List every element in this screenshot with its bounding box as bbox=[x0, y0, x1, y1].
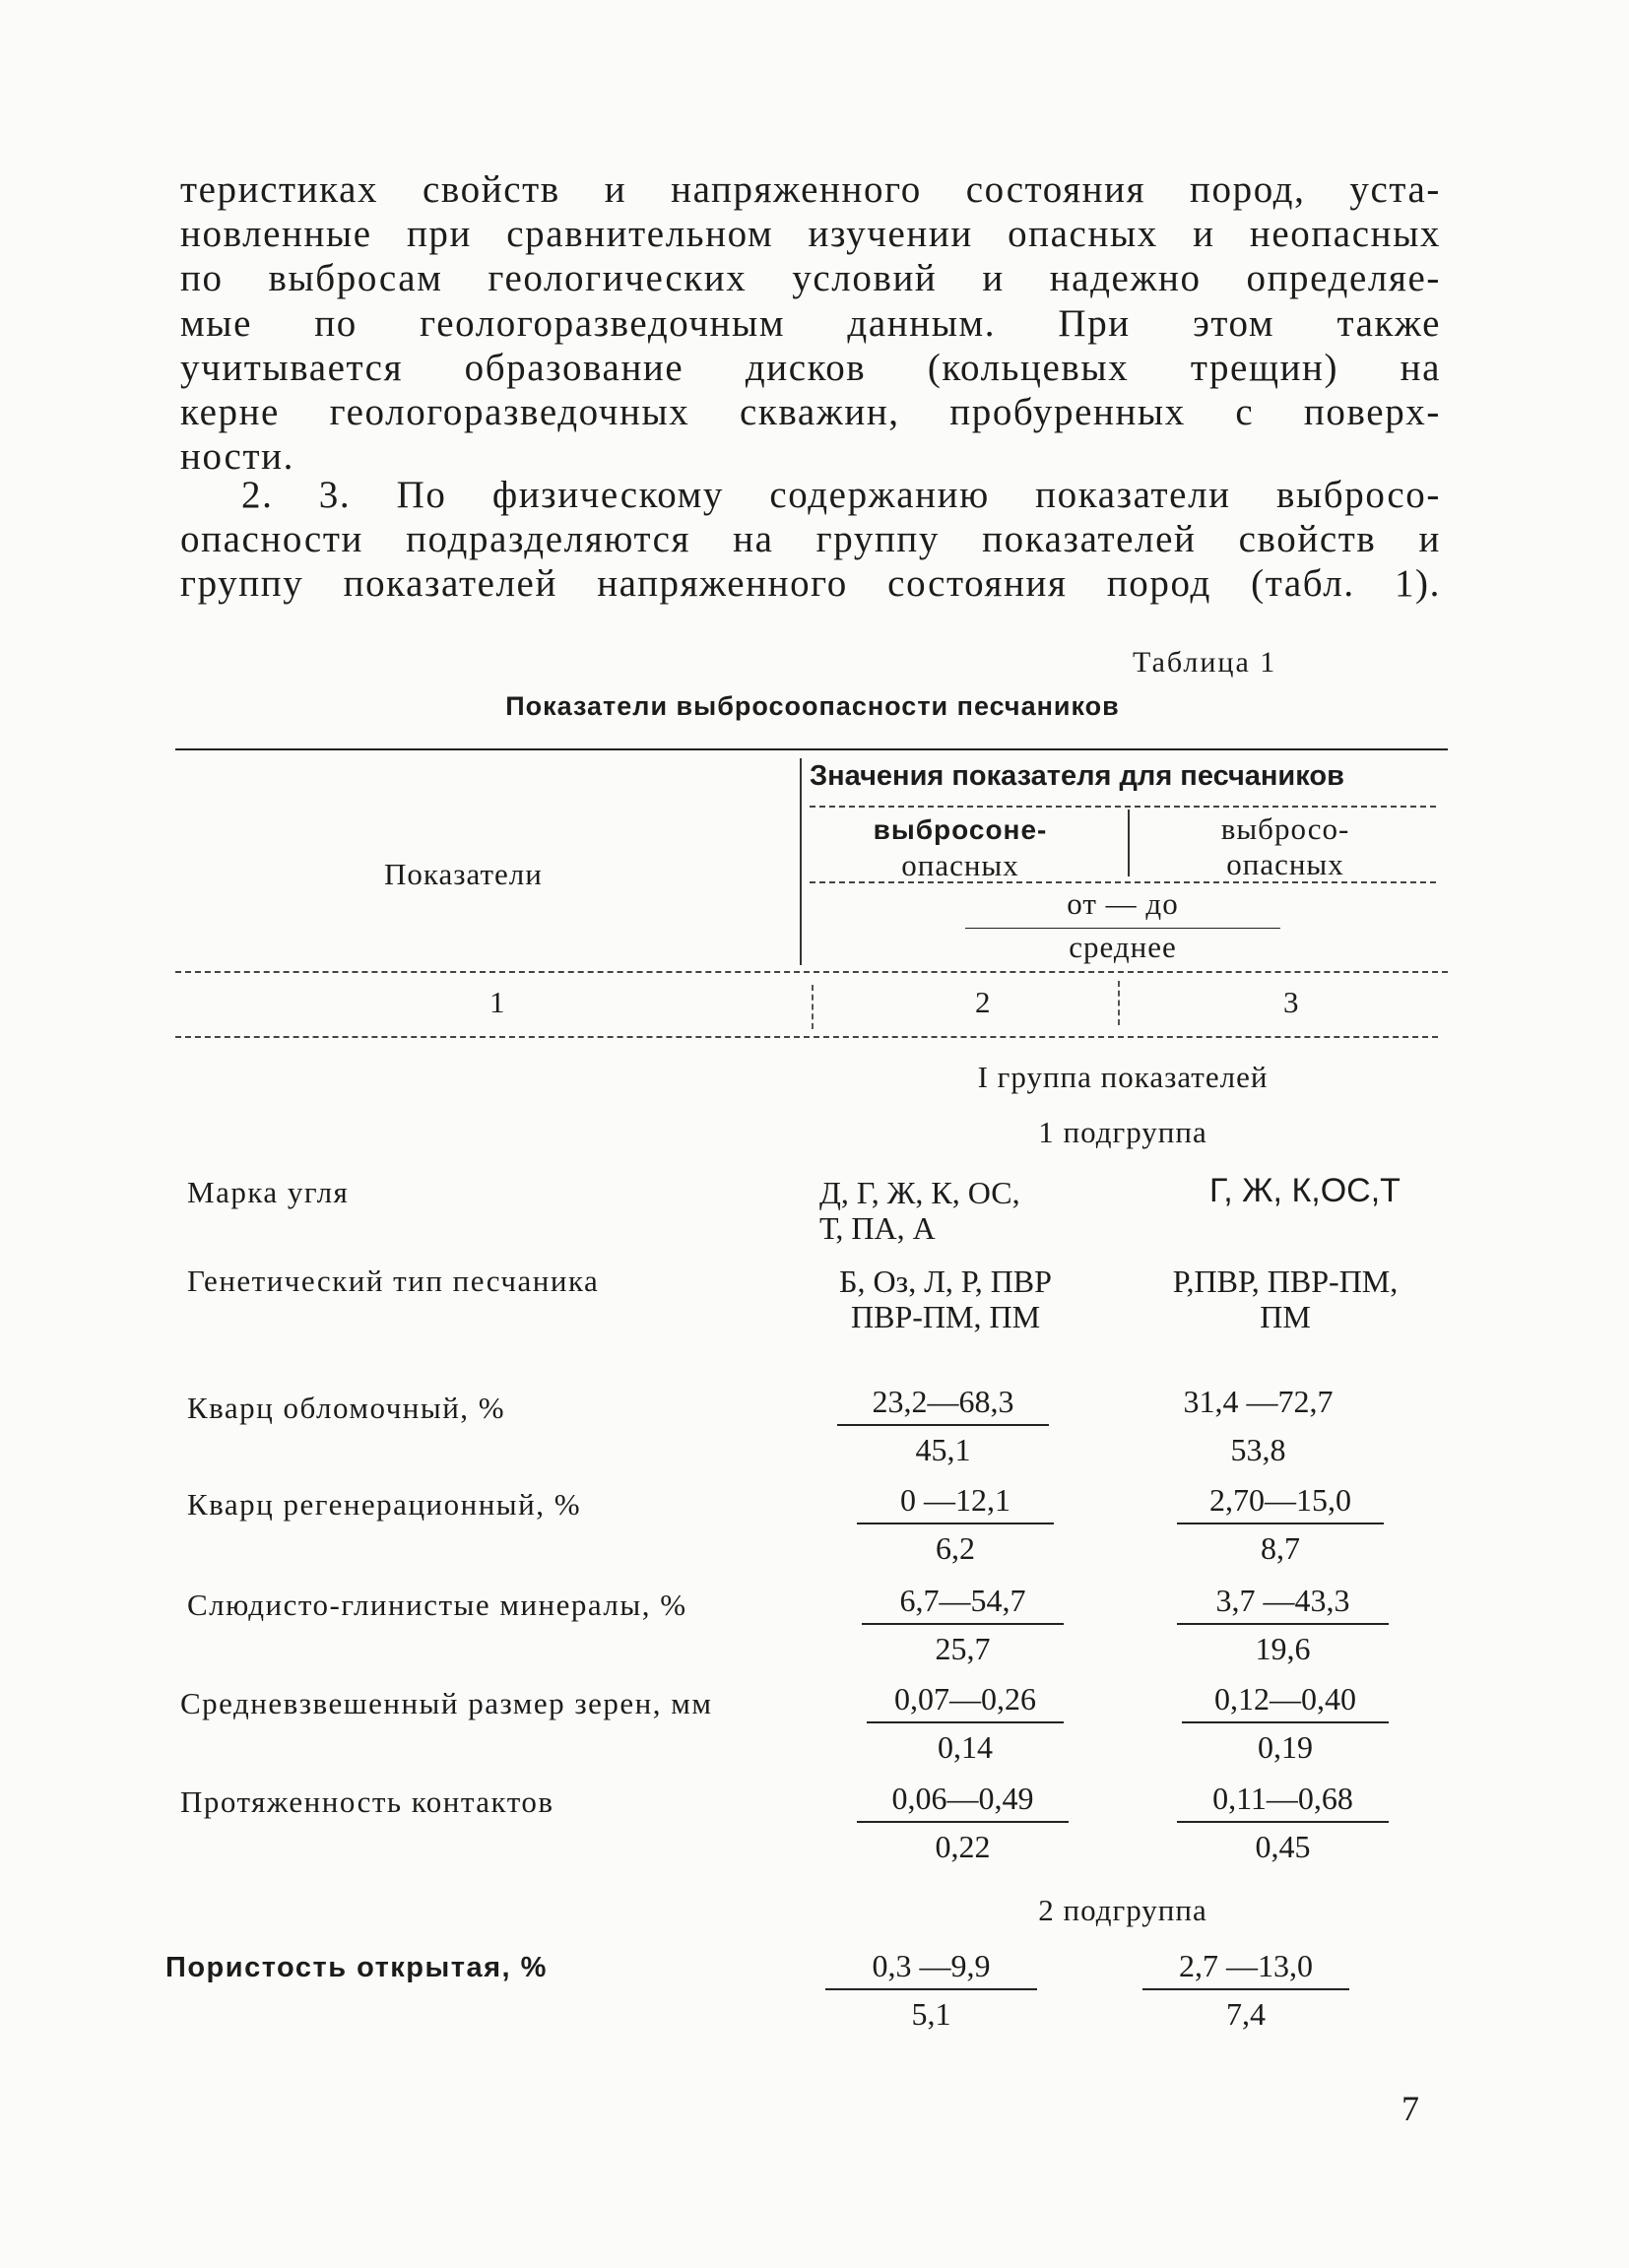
col-number-3: 3 bbox=[1283, 985, 1300, 1019]
paragraph-line: группу показателей напряженного состояния пород (табл. 1). bbox=[180, 562, 1441, 606]
header-range-rule bbox=[965, 928, 1280, 929]
value-range: 0,07—0,26 bbox=[867, 1681, 1064, 1723]
coal-grade-col3: Г, Ж, К,ОС,Т bbox=[1209, 1172, 1401, 1209]
value-range: 0,11—0,68 bbox=[1177, 1781, 1389, 1823]
value-mean: 8,7 bbox=[1261, 1530, 1300, 1566]
value-mean: 53,8 bbox=[1230, 1432, 1286, 1467]
row-label-mica-clay: Слюдисто-глинистые минералы, % bbox=[187, 1588, 687, 1622]
porosity-col2 bbox=[825, 1948, 1037, 2033]
value-range: 2,70—15,0 bbox=[1177, 1482, 1384, 1524]
col-number-rule bbox=[175, 1036, 1438, 1038]
header-col3-line: опасных bbox=[1226, 847, 1344, 881]
col-number-divider bbox=[1118, 981, 1120, 1025]
header-values-group: Значения показателя для песчаников bbox=[810, 760, 1344, 792]
value-range: 0 —12,1 bbox=[857, 1482, 1054, 1524]
value-line: Б, Оз, Л, Р, ПВР bbox=[839, 1264, 1052, 1299]
value-line: Д, Г, Ж, К, ОС, bbox=[819, 1175, 1020, 1210]
value-range: 0,12—0,40 bbox=[1182, 1681, 1389, 1723]
value-mean: 0,19 bbox=[1258, 1729, 1313, 1765]
header-sub-rule bbox=[810, 806, 1436, 808]
row-label-contacts: Протяженность контактов bbox=[180, 1784, 554, 1819]
row-label-genetic-type: Генетический тип песчаника bbox=[187, 1264, 600, 1298]
row-label-quartz-clastic: Кварц обломочный, % bbox=[187, 1391, 506, 1425]
value-range: 23,2—68,3 bbox=[837, 1384, 1049, 1426]
value-mean: 0,22 bbox=[935, 1829, 991, 1864]
paragraph-1 bbox=[180, 167, 1441, 479]
value-line: Т, ПА, А bbox=[819, 1210, 936, 1246]
grain-size-col3 bbox=[1182, 1681, 1389, 1766]
value-mean: 19,6 bbox=[1255, 1631, 1311, 1666]
value-range: 0,06—0,49 bbox=[857, 1781, 1069, 1823]
value-mean: 0,14 bbox=[938, 1729, 993, 1765]
value-range: 6,7—54,7 bbox=[862, 1583, 1064, 1625]
header-col3-line: выбросо- bbox=[1220, 811, 1350, 846]
value-range: 0,3 —9,9 bbox=[825, 1948, 1037, 1990]
col-number-1: 1 bbox=[489, 985, 506, 1019]
mica-clay-col3 bbox=[1177, 1583, 1389, 1667]
value-mean: 25,7 bbox=[935, 1631, 991, 1666]
group-heading: I группа показателей bbox=[977, 1060, 1269, 1094]
row-label-porosity: Пористость открытая, % bbox=[165, 1952, 548, 1983]
value-mean: 7,4 bbox=[1226, 1996, 1266, 2032]
genetic-type-col2 bbox=[788, 1264, 1103, 1334]
page-number: 7 bbox=[1401, 2089, 1419, 2128]
coal-grade-col2 bbox=[819, 1175, 1020, 1246]
paragraph-line: мые по геологоразведочным данным. При этом также bbox=[180, 301, 1441, 345]
genetic-type-col3 bbox=[1123, 1264, 1448, 1334]
paragraph-line: учитывается образование дисков (кольцевых трещин) на bbox=[180, 346, 1441, 389]
header-col2 bbox=[817, 811, 1103, 883]
value-range: 31,4 —72,7 bbox=[1183, 1384, 1334, 1419]
header-mean: среднее bbox=[1069, 930, 1177, 964]
value-range: 3,7 —43,3 bbox=[1177, 1583, 1389, 1625]
mica-clay-col2 bbox=[862, 1583, 1064, 1667]
header-col2-line: выбросоне- bbox=[873, 814, 1048, 845]
col-number-divider bbox=[812, 985, 814, 1029]
value-line: ПВР-ПМ, ПМ bbox=[850, 1299, 1041, 1334]
paragraph-line: керне геологоразведочных скважин, пробуренных с поверх- bbox=[180, 390, 1441, 433]
value-mean: 45,1 bbox=[915, 1432, 971, 1467]
paragraph-line: по выбросам геологических условий и надежно определяе- bbox=[180, 257, 1441, 300]
header-range: от — до bbox=[1067, 886, 1179, 921]
value-line: ПМ bbox=[1260, 1299, 1311, 1334]
value-mean: 5,1 bbox=[911, 1996, 951, 2032]
quartz-clastic-col3 bbox=[1152, 1384, 1364, 1468]
table-title: Показатели выбросоопасности песчаников bbox=[505, 691, 1120, 721]
header-indicators: Показатели bbox=[384, 857, 543, 891]
header-rule bbox=[810, 881, 1436, 883]
porosity-col3 bbox=[1142, 1948, 1349, 2033]
contacts-col3 bbox=[1177, 1781, 1389, 1865]
header-col-divider bbox=[1128, 810, 1130, 876]
header-col3 bbox=[1142, 811, 1428, 882]
row-label-grain-size: Средневзвешенный размер зерен, мм bbox=[180, 1686, 713, 1720]
table-number: Таблица 1 bbox=[1133, 646, 1277, 679]
col-number-2: 2 bbox=[975, 985, 992, 1019]
paragraph-2 bbox=[180, 473, 1441, 607]
paragraph-line: новленные при сравнительном изучении опасных и неопасных bbox=[180, 213, 1441, 256]
subgroup-heading: 2 подгруппа bbox=[1038, 1893, 1207, 1927]
value-mean: 0,45 bbox=[1255, 1829, 1311, 1864]
quartz-clastic-col2 bbox=[837, 1384, 1049, 1468]
paragraph-line: ности. bbox=[180, 435, 294, 479]
quartz-regen-col2 bbox=[857, 1482, 1054, 1567]
row-label-quartz-regen: Кварц регенерационный, % bbox=[187, 1487, 582, 1522]
value-range: 2,7 —13,0 bbox=[1142, 1948, 1349, 1990]
row-label-coal-grade: Марка угля bbox=[187, 1175, 350, 1209]
value-mean: 6,2 bbox=[936, 1530, 975, 1566]
subgroup-heading: 1 подгруппа bbox=[1038, 1115, 1207, 1149]
paragraph-line: 2. 3. По физическому содержанию показатели выбросо- bbox=[241, 474, 1441, 516]
value-line: Р,ПВР, ПВР-ПМ, bbox=[1172, 1264, 1399, 1299]
header-bottom-rule bbox=[175, 971, 1448, 973]
table-top-rule bbox=[175, 748, 1448, 750]
quartz-regen-col3 bbox=[1177, 1482, 1384, 1567]
header-col2-line: опасных bbox=[901, 848, 1019, 882]
contacts-col2 bbox=[857, 1781, 1069, 1865]
header-divider bbox=[800, 758, 802, 965]
paragraph-line: опасности подразделяются на группу показателей свойств и bbox=[180, 518, 1441, 561]
grain-size-col2 bbox=[867, 1681, 1064, 1766]
paragraph-line: теристиках свойств и напряженного состояния пород, уста- bbox=[180, 168, 1441, 211]
